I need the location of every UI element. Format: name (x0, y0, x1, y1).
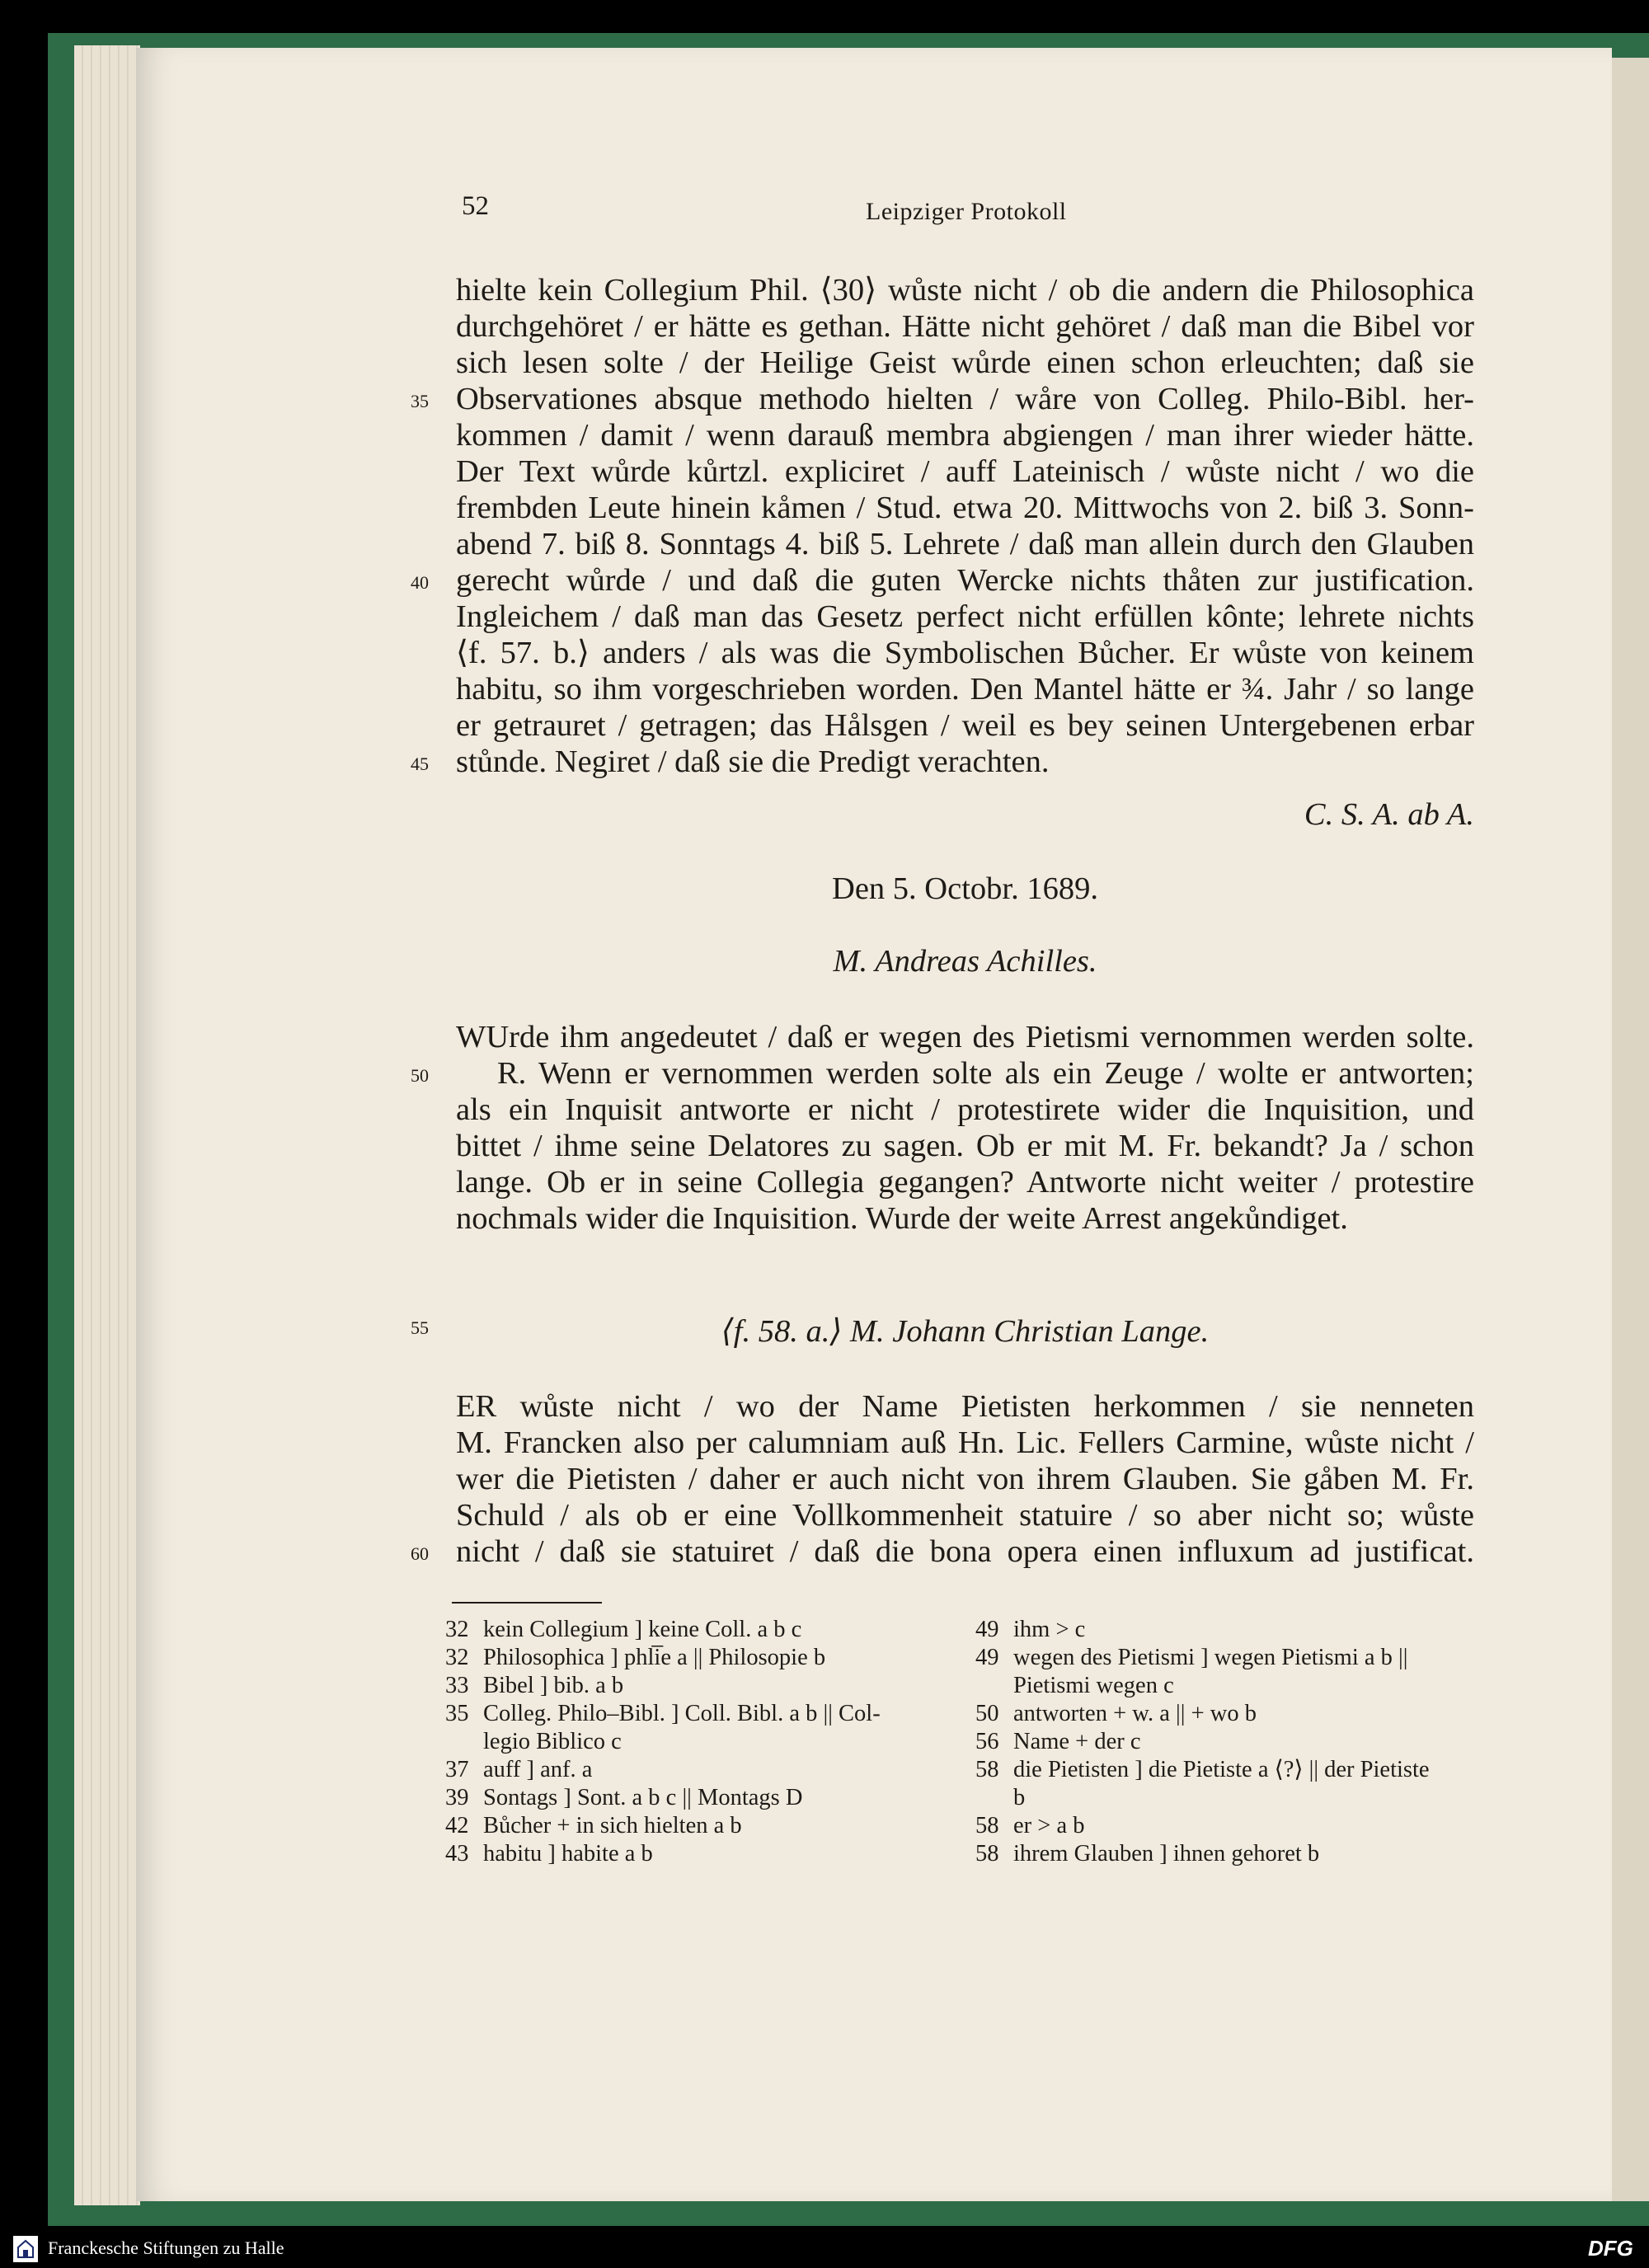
footnote (445, 1812, 742, 1840)
dfg-logo: DFG (1588, 2236, 1633, 2261)
institution-logo-icon (13, 2236, 38, 2262)
footnote (975, 1672, 1174, 1700)
body-line: ER wůste nicht / wo der Name Pietisten herkommen / sie nenneten (456, 1389, 1474, 1424)
line-number: 45 (411, 754, 429, 774)
body-line: lange. Ob er in seine Collegia gegangen? Antworte nicht weiter / protestire (456, 1165, 1474, 1200)
footnote-number: 43 (445, 1841, 469, 1867)
footnote-text: Pietismi wegen c (1013, 1673, 1174, 1698)
footnote-text: antworten + w. a || + wo b (1013, 1701, 1257, 1726)
body-line: sich lesen solte / der Heilige Geist wůrde einen schon erleuchten; daß sie (456, 345, 1474, 380)
body-line: als ein Inquisit antworte er nicht / protestirete wider die Inquisition, und (456, 1092, 1474, 1127)
footnote (975, 1840, 1319, 1868)
body-line: hielte kein Collegium Phil. ⟨30⟩ wůste nicht / ob die andern die Philosophica (456, 273, 1474, 308)
line-number: 40 (411, 572, 429, 593)
folio-reference: ⟨f. 58. a.⟩ (721, 1314, 843, 1349)
body-line: nochmals wider die Inquisition. Wurde der weite Arrest angekůndiget. (456, 1201, 1348, 1236)
body-line: wer die Pietisten / daher er auch nicht von ihrem Glauben. Sie gåben M. Fr. (456, 1462, 1474, 1496)
date-heading: Den 5. Octobr. 1689. (832, 871, 1098, 906)
footnote-number: 50 (975, 1701, 999, 1726)
footnote (975, 1756, 1430, 1784)
footnote-text: b (1013, 1785, 1026, 1810)
body-line: R. Wenn er vernommen werden solte als ein Zeuge / wolte er antworten; (497, 1056, 1474, 1091)
footnote (445, 1672, 623, 1700)
body-line: stůnde. Negiret / daß sie die Predigt verachten. (456, 744, 1050, 779)
footnote (975, 1784, 1025, 1812)
footnote (975, 1700, 1257, 1728)
footnote-text: habitu ] habite a b (483, 1841, 653, 1867)
footnote-text: Bůcher + in sich hielten a b (483, 1813, 742, 1838)
line-number: 50 (411, 1065, 429, 1086)
person-name: M. Johann Christian Lange. (849, 1314, 1210, 1349)
footnote-text: Name + der c (1013, 1729, 1141, 1754)
body-line: er getrauret / getragen; das Hålsgen / weil es bey seinen Untergebenen erbar (456, 708, 1474, 743)
footnote-number: 56 (975, 1729, 999, 1754)
footnote-text: Bibel ] bib. a b (483, 1673, 624, 1698)
line-number: 55 (411, 1317, 429, 1338)
footnote (975, 1812, 1085, 1840)
page-edges (74, 45, 140, 2205)
footnote-text: Sontags ] Sont. a b c || Montags D (483, 1785, 803, 1810)
footnote-text: die Pietisten ] die Pietiste a ⟨?⟩ || der Pietiste (1013, 1757, 1430, 1782)
footnote-text: auff ] anf. a (483, 1757, 593, 1782)
footnote-rule (452, 1602, 602, 1604)
footnote (975, 1616, 1085, 1644)
footnote (445, 1644, 825, 1672)
footnote-number: 39 (445, 1785, 469, 1810)
footnote (445, 1728, 622, 1756)
body-line: M. Francken also per calumniam auß Hn. Lic. Fellers Carmine, wůste nicht / (456, 1425, 1474, 1460)
footnote-text: legio Biblico c (483, 1729, 622, 1754)
footnote-text: ihm > c (1013, 1617, 1086, 1642)
body-line: Ingleichem / daß man das Gesetz perfect nicht erfüllen kônte; lehrete nichts (456, 599, 1474, 634)
footnote (445, 1784, 802, 1812)
body-line: frembden Leute hinein kåmen / Stud. etwa 20. Mittwochs von 2. biß 3. Sonn- (456, 491, 1474, 525)
footnote-number: 49 (975, 1645, 999, 1670)
footnote-number: 49 (975, 1617, 999, 1642)
body-line: ⟨f. 57. b.⟩ anders / als was die Symbolischen Bůcher. Er wůste von keinem (456, 636, 1474, 670)
footnote (975, 1728, 1141, 1756)
body-line: gerecht wůrde / und daß die guten Wercke nichts thåten zur justification. (456, 563, 1474, 598)
footnote-text: er > a b (1013, 1813, 1085, 1838)
footnote-text: Colleg. Philo–Bibl. ] Coll. Bibl. a b || Col- (483, 1701, 881, 1726)
body-line: habitu, so ihm vorgeschrieben worden. Den Mantel hätte er ¾. Jahr / so lange (456, 672, 1474, 707)
footnote-number: 58 (975, 1813, 999, 1838)
footnote (445, 1756, 592, 1784)
footnote-text: ihrem Glauben ] ihnen gehoret b (1013, 1841, 1320, 1867)
page-number: 52 (462, 191, 489, 221)
institution-name: Franckesche Stiftungen zu Halle (48, 2237, 284, 2258)
body-line: kommen / damit / wenn darauß membra abgiengen / man ihrer wieder hätte. (456, 418, 1474, 453)
footnote-text: wegen des Pietismi ] wegen Pietismi a b || (1013, 1645, 1408, 1670)
footnote (445, 1616, 801, 1644)
person-heading-lange (456, 1312, 1474, 1350)
footnote-number: 32 (445, 1645, 469, 1670)
running-head: Leipziger Protokoll (866, 198, 1067, 225)
footnote (445, 1840, 653, 1868)
line-number: 35 (411, 391, 429, 411)
body-line: Observationes absque methodo hielten / wåre von Colleg. Philo-Bibl. her- (456, 382, 1474, 416)
facing-page-edge (1612, 58, 1649, 2201)
footnote-number: 58 (975, 1841, 999, 1867)
line-number: 60 (411, 1543, 429, 1564)
body-line: Schuld / als ob er eine Vollkommenheit statuire / so aber nicht so; wůste (456, 1498, 1474, 1533)
footnote-number: 42 (445, 1813, 469, 1838)
footnote-text: Philosophica ] phli̅e a || Philosopie b (483, 1645, 826, 1670)
footnote-number: 32 (445, 1617, 469, 1642)
footnote-number: 35 (445, 1701, 469, 1726)
footnote-number: 58 (975, 1757, 999, 1782)
person-heading-achilles: M. Andreas Achilles. (833, 944, 1097, 979)
body-line: durchgehöret / er hätte es gethan. Hätte nicht gehöret / daß man die Bibel vor (456, 309, 1474, 344)
body-line: nicht / daß sie statuiret / daß die bona opera einen influxum ad justificat. (456, 1534, 1474, 1569)
footnote-text: kein Collegium ] keine Coll. a b c (483, 1617, 802, 1642)
footnote-number: 37 (445, 1757, 469, 1782)
footnote-number: 33 (445, 1673, 469, 1698)
footnote (445, 1700, 881, 1728)
body-line: Der Text wůrde kůrtzl. expliciret / auff Lateinisch / wůste nicht / wo die (456, 454, 1474, 489)
body-line: bittet / ihme seine Delatores zu sagen. Ob er mit M. Fr. bekandt? Ja / schon (456, 1129, 1474, 1163)
signature: C. S. A. ab A. (1304, 797, 1474, 832)
body-line: abend 7. biß 8. Sonntags 4. biß 5. Lehrete / daß man allein durch den Glauben (456, 527, 1474, 561)
body-line: WUrde ihm angedeutet / daß er wegen des Pietismi vernommen werden solte. (456, 1020, 1474, 1054)
footnote (975, 1644, 1407, 1672)
